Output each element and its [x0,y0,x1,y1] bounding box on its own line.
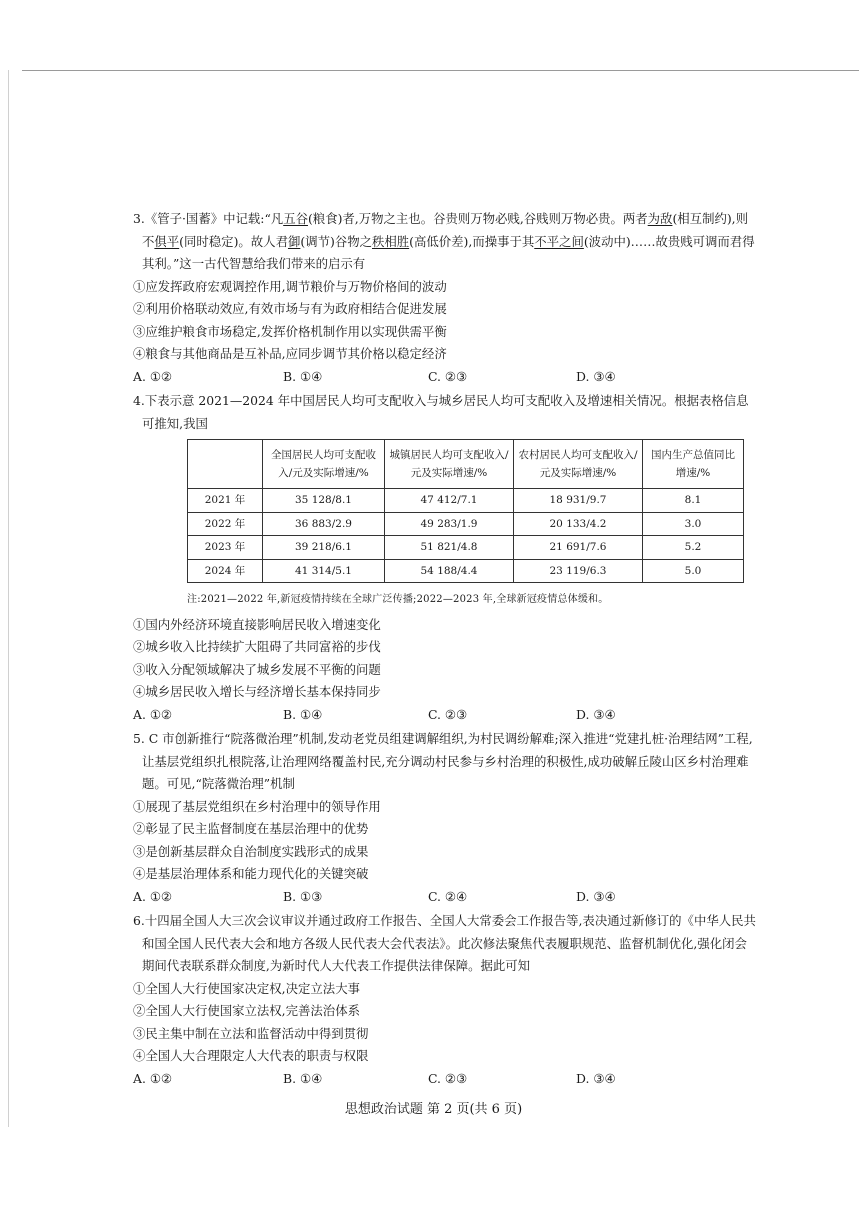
table-row [188,489,744,513]
table-cell: 49 283/1.9 [385,512,514,536]
table-row [188,512,744,536]
stem-text: (粮食)者,万物之主也。谷贵则万物必贱,谷贱则万物必贵。两者 [307,211,648,226]
stem-text: (波动中)……故贵贱可调而君得其利。”这一古代智慧给我们带来的启示有 [142,233,755,271]
choice-b[interactable]: B. ①④ [283,1070,323,1086]
question-5-stem: 5. C 市创新推行“院落微治理”机制,发动老党员组建调解组织,为村民调纷解难;深入推进“党建扎桩·治理结网”工程,让基层党组织扎根院落,让治理网络覆盖村民,充分调动村民参与乡村治理的积极性,成功破解丘陵山区乡村治理难题。可见,“院落微治理”机制 [133,731,753,791]
choice-b[interactable]: B. ①④ [283,706,323,722]
question-3 [133,208,758,388]
table-cell: 2021 年 [188,489,263,513]
choice-c[interactable]: C. ②④ [428,888,468,904]
choice-b[interactable]: B. ①④ [283,368,323,384]
table-header-cell: 农村居民人均可支配收入/元及实际增速/% [514,440,643,489]
table-cell: 51 821/4.8 [385,536,514,560]
scan-border-left [8,70,9,1127]
table-row [188,536,744,560]
question-3-option-2: ②利用价格联动效应,有效市场与有为政府相结合促进发展 [133,301,447,316]
question-4-option-3: ③收入分配领域解决了城乡发展不平衡的问题 [133,661,381,677]
question-3-option-4: ④粮食与其他商品是互补品,应同步调节其价格以稳定经济 [133,346,447,361]
choice-c[interactable]: C. ②③ [428,706,468,722]
question-6-option-1: ①全国人大行使国家决定权,决定立法大事 [133,980,360,996]
table-cell: 20 133/4.2 [514,512,643,536]
choice-a[interactable]: A. ①② [133,706,173,722]
question-3-stem [133,208,758,276]
table-cell: 54 188/4.4 [385,559,514,583]
choice-c[interactable]: C. ②③ [428,368,468,384]
question-4-option-1: ①国内外经济环境直接影响居民收入增速变化 [133,616,381,632]
stem-text: (调节)谷物之 [300,233,372,249]
question-4-option-4: ④城乡居民收入增长与经济增长基本保持同步 [133,684,381,699]
table-cell: 5.2 [643,536,744,560]
table-note: 注:2021—2022 年,新冠疫情持续在全球广泛传播;2022—2023 年,全球新冠疫情总体缓和。 [187,594,609,605]
choice-d[interactable]: D. ③④ [576,368,616,384]
choice-a[interactable]: A. ①② [133,1070,173,1086]
question-6 [133,910,758,1090]
table-cell: 21 691/7.6 [514,536,643,560]
scan-border-top [22,70,859,71]
table-row [188,559,744,583]
choice-d[interactable]: D. ③④ [576,1070,616,1086]
underlined-term: 俱平 [154,233,180,249]
table-cell: 39 218/6.1 [263,536,385,560]
table-cell: 18 931/9.7 [514,489,643,513]
income-table [187,439,744,583]
question-6-option-2: ②全国人大行使国家立法权,完善法治体系 [133,1003,360,1018]
question-3-choices [133,366,758,389]
underlined-term: 为敌 [647,211,673,226]
underlined-term: 五谷 [283,211,308,226]
table-header-cell [188,440,263,489]
question-3-option-1: ①应发挥政府宏观调控作用,调节粮价与万物价格间的波动 [133,278,447,294]
question-5-choices [133,886,758,909]
table-header-cell: 城镇居民人均可支配收入/元及实际增速/% [385,440,514,489]
question-4-stem: 4.下表示意 2021—2024 年中国居民人均可支配收入与城乡居民人均可支配收入及增速相关情况。根据表格信息可推知,我国 [133,393,749,431]
underlined-term: 不平之间 [534,233,584,249]
question-3-option-3: ③应维护粮食市场稳定,发挥价格机制作用以实现供需平衡 [133,323,447,339]
choice-a[interactable]: A. ①② [133,888,173,904]
choice-c[interactable]: C. ②③ [428,1070,468,1086]
page-content [133,208,758,1092]
question-5-option-3: ③是创新基层群众自治制度实践形式的成果 [133,843,369,859]
choice-d[interactable]: D. ③④ [576,706,616,722]
table-cell: 5.0 [643,559,744,583]
question-5-option-2: ②彰显了民主监督制度在基层治理中的优势 [133,821,369,836]
question-4-choices [133,704,758,727]
table-cell: 47 412/7.1 [385,489,514,513]
table-cell: 2023 年 [188,536,263,560]
table-cell: 8.1 [643,489,744,513]
table-cell: 3.0 [643,512,744,536]
question-5-option-4: ④是基层治理体系和能力现代化的关键突破 [133,866,369,881]
table-header-cell: 国内生产总值同比增速/% [643,440,744,489]
page-footer: 思想政治试题 第 2 页(共 6 页) [344,1102,523,1117]
stem-text: (相互制约),则不 [142,211,749,249]
stem-text: (同时稳定)。故人君 [179,233,288,249]
table-cell: 36 883/2.9 [263,512,385,536]
table-cell: 23 119/6.3 [514,559,643,583]
question-6-option-4: ④全国人大合理限定人大代表的职责与权限 [133,1048,369,1063]
question-4-option-2: ②城乡收入比持续扩大阻碍了共同富裕的步伐 [133,639,381,654]
question-4 [133,390,758,726]
question-6-stem: 6.十四届全国人大三次会议审议并通过政府工作报告、全国人大常委会工作报告等,表决通过新修订的《中华人民共和国全国人民代表大会和地方各级人民代表大会代表法》。此次修法聚焦代表履职规范、监督机制优化,强化闭会期间代表联系群众制度,为新时代人大代表工作提供法律保障。据此可知 [133,913,756,973]
table-cell: 35 128/8.1 [263,489,385,513]
table-header-row [188,440,744,489]
stem-text: 3.《管子·国蓄》中记载:“凡 [133,211,284,226]
choice-b[interactable]: B. ①③ [283,888,323,904]
table-cell: 2024 年 [188,559,263,583]
question-5-option-1: ①展现了基层党组织在乡村治理中的领导作用 [133,798,381,814]
choice-a[interactable]: A. ①② [133,368,173,384]
question-5 [133,728,758,908]
table-cell: 2022 年 [188,512,263,536]
question-6-choices [133,1068,758,1091]
choice-d[interactable]: D. ③④ [576,888,616,904]
stem-text: (高低价差),而操事于其 [409,233,535,249]
table-header-cell: 全国居民人均可支配收入/元及实际增速/% [263,440,385,489]
underlined-term: 御 [287,233,301,249]
underlined-term: 秩相胜 [371,233,410,249]
table-cell: 41 314/5.1 [263,559,385,583]
question-6-option-3: ③民主集中制在立法和监督活动中得到贯彻 [133,1025,369,1041]
